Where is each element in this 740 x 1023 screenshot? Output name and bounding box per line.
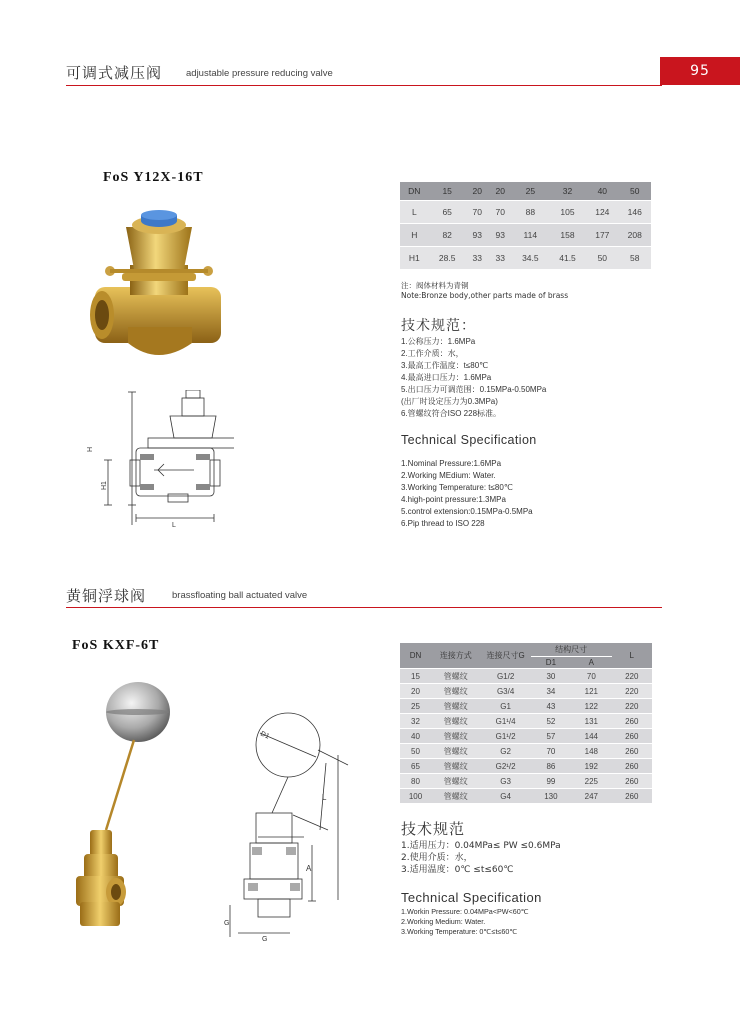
table2-cell: 70	[571, 669, 611, 684]
drawing1-h1-label: H1	[101, 481, 108, 490]
table2-cell: 管螺纹	[431, 669, 481, 684]
section1-spec-en-title: Technical Specification	[401, 433, 537, 447]
table1-cell: 93	[489, 223, 512, 246]
table1-cell: 70	[489, 200, 512, 223]
spec-en-item: 4.high-point pressure:1.3MPa	[401, 495, 506, 504]
table2-cell: 220	[612, 684, 652, 699]
table2-header-cell: 连接尺寸G	[481, 643, 531, 669]
table2-cell: 260	[612, 789, 652, 804]
page-number: 95	[660, 57, 740, 85]
table1-cell: 208	[619, 223, 651, 246]
section1-title-cn: 可调式减压阀	[66, 64, 163, 82]
spec-en-item: 2.Working MEdium: Water.	[401, 471, 496, 480]
table1-cell: 34.5	[512, 246, 549, 269]
table1-header-cell: 50	[619, 182, 651, 200]
table2-cell: 15	[400, 669, 431, 684]
table1-cell: 50	[586, 246, 618, 269]
drawing2-l-label: L	[322, 793, 327, 802]
table1-cell: 158	[549, 223, 586, 246]
table2-header-cell: 连接方式	[431, 643, 481, 669]
table1-header-cell: 32	[549, 182, 586, 200]
float-valve-photo	[66, 680, 176, 930]
table2-subheader-cell: A	[571, 657, 611, 669]
table2-cell: 86	[531, 759, 571, 774]
spec-en-item: 3.Working Temperature: t≤80℃	[401, 483, 513, 492]
table1-cell: H	[400, 223, 429, 246]
spec-cn-item: 2.使用介质：水，	[401, 853, 473, 863]
table1-cell: H1	[400, 246, 429, 269]
table1-cell: L	[400, 200, 429, 223]
section1-spec-cn-title: 技术规范：	[401, 318, 476, 334]
spec-en-item: 2.Working Medium: Water.	[401, 917, 486, 926]
drawing2-d-label: D1	[259, 730, 271, 741]
table2-cell: 131	[571, 714, 611, 729]
spec-cn-item: (出厂时设定压力为0.3MPa)	[401, 397, 498, 406]
table1-header-cell: 15	[429, 182, 466, 200]
table2-cell: G1	[481, 699, 531, 714]
table2-row	[400, 774, 652, 789]
table2-cell: 121	[571, 684, 611, 699]
table2-cell: G3/4	[481, 684, 531, 699]
spec-cn-item: 3.适用温度：0℃ ≤t≤60℃	[401, 865, 514, 875]
table2-cell: 80	[400, 774, 431, 789]
table2-cell: 247	[571, 789, 611, 804]
section1-spec-cn-list	[401, 336, 641, 420]
table2-row	[400, 729, 652, 744]
drawing2-g2-label: G	[262, 936, 268, 943]
drawing2-a-label: A	[306, 864, 312, 873]
table2-cell: G1¹/4	[481, 714, 531, 729]
table2-cell: 220	[612, 669, 652, 684]
table1-cell: 58	[619, 246, 651, 269]
table2-cell: 130	[531, 789, 571, 804]
table2-row	[400, 759, 652, 774]
table1-cell: 28.5	[429, 246, 466, 269]
spec-en-item: 3.Working Temperature: 0℃≤t≤60℃	[401, 927, 518, 936]
table2-row	[400, 684, 652, 699]
table1-cell: 114	[512, 223, 549, 246]
table2-row	[400, 744, 652, 759]
table1-cell: 33	[489, 246, 512, 269]
table2-row	[400, 699, 652, 714]
spec-en-item: 6.Pip thread to ISO 228	[401, 519, 485, 528]
table1-cell: 93	[466, 223, 489, 246]
table1-cell: 65	[429, 200, 466, 223]
section1-model: FoS Y12X-16T	[103, 170, 204, 185]
spec-cn-item: 4.最高进口压力：1.6MPa	[401, 373, 492, 382]
table2-cell: 144	[571, 729, 611, 744]
table1-cell: 33	[466, 246, 489, 269]
table2-cell: 管螺纹	[431, 789, 481, 804]
table2-header-cell: DN	[400, 643, 431, 669]
float-valve-table	[400, 643, 652, 804]
spec-en-item: 1.Workin Pressure: 0.04MPa<PW<60℃	[401, 907, 529, 916]
section1-spec-en-list	[401, 458, 641, 530]
table1-header-cell: 20	[489, 182, 512, 200]
spec-en-item: 5.control extension:0.15MPa-0.5MPa	[401, 507, 533, 516]
table2-cell: 管螺纹	[431, 774, 481, 789]
drawing2-g-label: G	[224, 920, 230, 927]
section2-spec-en-title: Technical Specification	[401, 890, 542, 905]
table2-cell: 260	[612, 774, 652, 789]
table1-cell: 88	[512, 200, 549, 223]
drawing1-l-label: L	[172, 522, 176, 529]
table2-cell: 260	[612, 744, 652, 759]
table2-cell: 65	[400, 759, 431, 774]
section1-note-cn: 注：阀体材料为青铜	[401, 281, 469, 290]
table2-row	[400, 789, 652, 804]
table2-cell: 260	[612, 759, 652, 774]
table1-header-cell: 20	[466, 182, 489, 200]
section2-spec-cn-list	[401, 840, 661, 876]
spec-en-item: 1.Nominal Pressure:1.6MPa	[401, 459, 502, 468]
table2-header-cell: L	[612, 643, 652, 669]
reducing-valve-table	[400, 182, 651, 270]
spec-cn-item: 6.管螺纹符合ISO 228标准。	[401, 409, 502, 418]
table2-row	[400, 669, 652, 684]
spec-cn-item: 3.最高工作温度：t≤80℃	[401, 361, 489, 370]
section1-note-en: Note:Bronze body,other parts made of brass	[401, 291, 569, 300]
table2-cell: 管螺纹	[431, 759, 481, 774]
table2-cell: 34	[531, 684, 571, 699]
table2-cell: 70	[531, 744, 571, 759]
table2-cell: G2¹/2	[481, 759, 531, 774]
table2-cell: 40	[400, 729, 431, 744]
section2-model: FoS KXF-6T	[72, 638, 160, 653]
table1-header-cell: 40	[586, 182, 618, 200]
table2-cell: G2	[481, 744, 531, 759]
spec-cn-item: 1.公称压力：1.6MPa	[401, 337, 476, 346]
table2-cell: 260	[612, 714, 652, 729]
table2-cell: 52	[531, 714, 571, 729]
table2-cell: 20	[400, 684, 431, 699]
table2-subheader-cell: D1	[531, 657, 571, 669]
table2-cell: 192	[571, 759, 611, 774]
table1-row	[400, 200, 651, 223]
table2-header-cell: 结构尺寸	[531, 643, 612, 657]
table1-cell: 41.5	[549, 246, 586, 269]
table1-cell: 177	[586, 223, 618, 246]
table2-cell: 57	[531, 729, 571, 744]
table1-cell: 82	[429, 223, 466, 246]
table1-header-cell: 25	[512, 182, 549, 200]
table2-cell: 260	[612, 729, 652, 744]
table2-cell: 99	[531, 774, 571, 789]
table2-cell: 50	[400, 744, 431, 759]
table1-header-cell: DN	[400, 182, 429, 200]
table2-cell: 122	[571, 699, 611, 714]
table2-cell: 25	[400, 699, 431, 714]
table2-cell: 管螺纹	[431, 744, 481, 759]
spec-cn-item: 5.出口压力可调范围：0.15MPa-0.50MPa	[401, 385, 547, 394]
table2-cell: G4	[481, 789, 531, 804]
table2-cell: G3	[481, 774, 531, 789]
section2-spec-cn-title: 技术规范	[401, 820, 466, 838]
table2-cell: 225	[571, 774, 611, 789]
table2-cell: 管螺纹	[431, 729, 481, 744]
drawing1-h-label: H	[87, 446, 94, 452]
section2-title-en: brassfloating ball actuated valve	[172, 590, 308, 601]
section2-rule	[66, 607, 662, 608]
table2-cell: 100	[400, 789, 431, 804]
section1-rule	[66, 85, 662, 86]
table2-cell: 148	[571, 744, 611, 759]
section2-title-cn: 黄铜浮球阀	[66, 587, 147, 605]
table1-cell: 124	[586, 200, 618, 223]
table2-cell: 32	[400, 714, 431, 729]
spec-cn-item: 2.工作介质：水，	[401, 349, 464, 358]
table2-cell: 管螺纹	[431, 684, 481, 699]
table1-row	[400, 223, 651, 246]
table1-cell: 105	[549, 200, 586, 223]
reducing-valve-photo	[88, 205, 228, 375]
table2-cell: 管螺纹	[431, 699, 481, 714]
table2-cell: 220	[612, 699, 652, 714]
table1-cell: 146	[619, 200, 651, 223]
table1-cell: 70	[466, 200, 489, 223]
table2-row	[400, 714, 652, 729]
spec-cn-item: 1.适用压力：0.04MPa≤ PW ≤0.6MPa	[401, 841, 561, 851]
table2-cell: 管螺纹	[431, 714, 481, 729]
reducing-valve-drawing	[84, 390, 234, 530]
table2-cell: 43	[531, 699, 571, 714]
section1-title-en: adjustable pressure reducing valve	[186, 68, 333, 79]
table1-row	[400, 246, 651, 269]
float-valve-drawing	[218, 705, 353, 945]
table2-cell: 30	[531, 669, 571, 684]
table2-cell: G1¹/2	[481, 729, 531, 744]
section2-spec-en-list	[401, 907, 641, 937]
table2-cell: G1/2	[481, 669, 531, 684]
